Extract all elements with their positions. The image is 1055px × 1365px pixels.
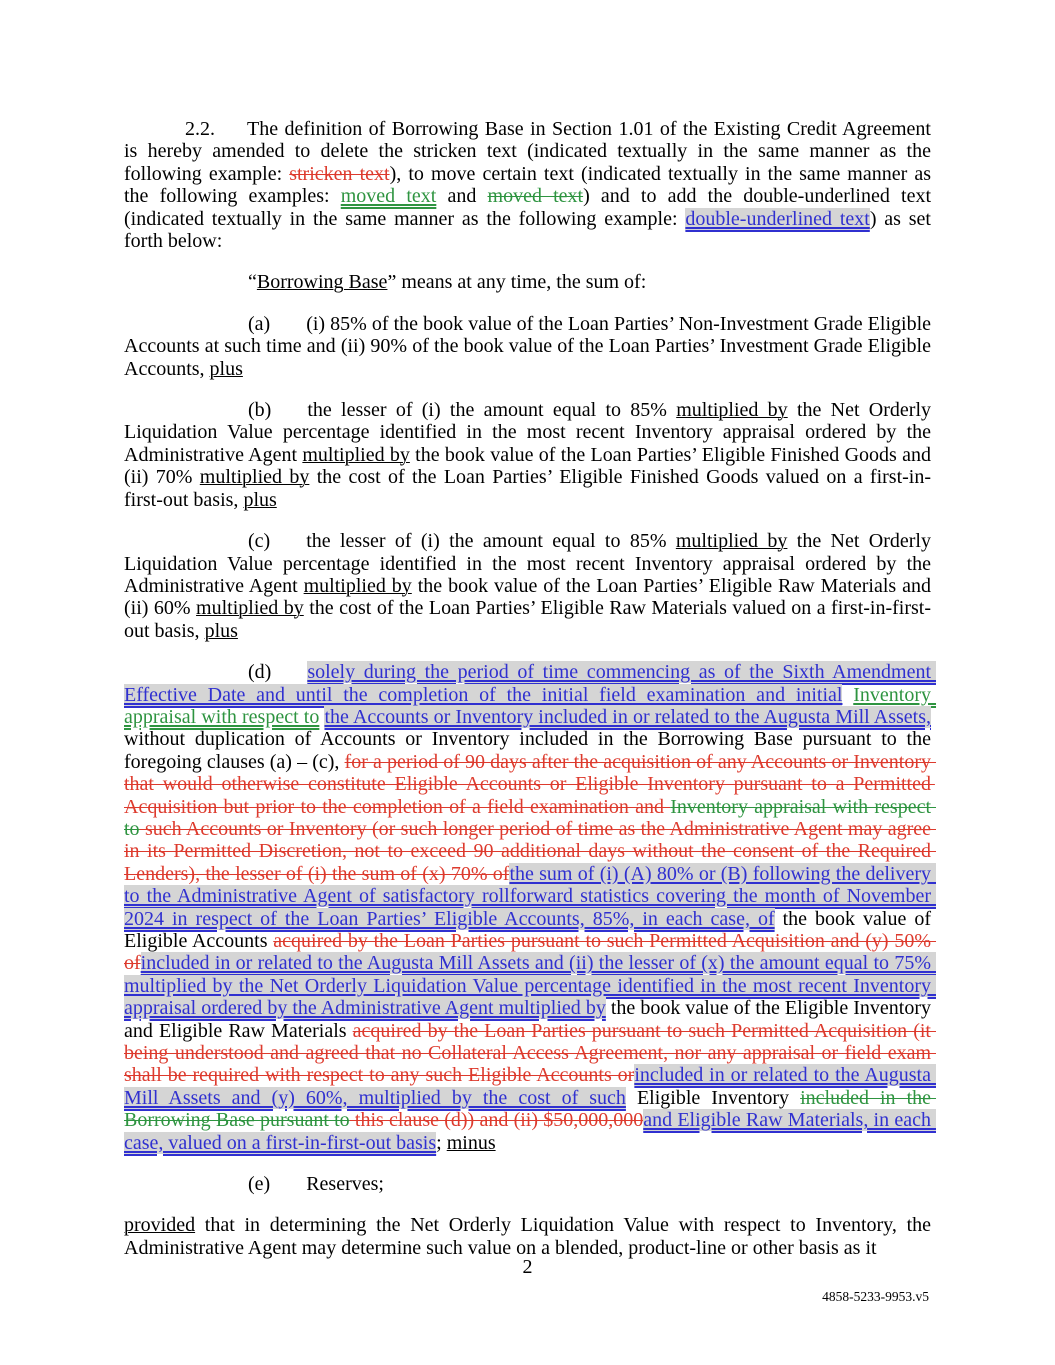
paragraph-clause-b — [124, 399, 936, 511]
text-segment-n: ) and to add the double-underlined text (indicated textually in the same manner as the following example: — [124, 185, 936, 230]
text-segment-rs: acquired by the Loan Parties pursuant to such Permitted Acquisition (it being understood and agreed that no Collateral Access Agreement, nor any appraisal or field exam shall be required with respect to any such Eligible Accounts or — [124, 1019, 936, 1087]
document-id-stamp: 4858-5233-9953.v5 — [822, 1289, 929, 1304]
text-segment-n: the lesser of (i) the amount equal to 85% — [306, 530, 676, 553]
paragraph-clause-d — [124, 661, 937, 1154]
text-segment-gs: moved text — [487, 185, 584, 208]
text-segment-n: ) as set forth below: — [124, 207, 936, 253]
paragraph-2-2-intro — [124, 118, 937, 253]
text-segment-n: the cost of the Loan Parties’ Eligible Finished Goods valued on a first-in-first-out basis, — [124, 466, 932, 511]
text-segment-u: plus — [209, 357, 243, 380]
text-segment-n: and — [436, 185, 488, 208]
paragraph-clause-d-label: (d) — [248, 661, 272, 684]
text-segment-u: multiplied by — [676, 399, 788, 422]
text-segment-gs: included in the Borrowing Base pursuant to — [124, 1086, 937, 1132]
text-segment-u: plus — [204, 619, 238, 642]
text-segment-bi: the sum of (i) (A) 80% or (B) following the delivery to the Administrative Agent of satisfactory rollforward statistics covering the month of November 2024 in respect of the Loan Parties’ Eligible Accounts, 85%, in each case, of — [124, 862, 936, 930]
text-segment-bi: included in or related to the Augusta Mill Assets and (y) 60%, multiplied by the cost of such — [124, 1064, 936, 1109]
text-segment-u: multiplied by — [199, 466, 310, 489]
text-segment-rs: this clause (d)) and (ii) $50,000,000 — [349, 1109, 644, 1132]
text-segment-n: (i) 85% of the book value of the Loan Parties’ Non-Investment Grade Eligible Accounts at such time and (ii) 90% of the book value of the Loan Parties’ Investment Grade Eligible Accounts, — [124, 312, 935, 380]
text-segment-n — [842, 684, 853, 706]
text-segment-n: ” means at any time, the sum of: — [387, 271, 647, 294]
paragraph-proviso — [124, 1214, 935, 1259]
paragraph-clause-c — [124, 530, 936, 642]
text-segment-n: the book value of the Loan Parties’ Eligible Finished Goods and (ii) 70% — [124, 443, 936, 489]
text-segment-n: Eligible Inventory — [625, 1086, 801, 1109]
paragraph-clause-e — [124, 1173, 931, 1195]
text-segment-n: Reserves; — [306, 1173, 384, 1196]
text-segment-u: minus — [446, 1131, 496, 1154]
paragraph-clause-b-label: (b) — [248, 399, 272, 422]
text-segment-n: ), to move certain text (indicated textually in the same manner as the following examples: — [124, 162, 937, 208]
text-segment-bi: the Accounts or Inventory included in or related to the Augusta Mill Assets, — [324, 705, 931, 728]
text-segment-rs: for a period of 90 days after the acquisition of any Accounts or Inventory that would otherwise constitute Eligible Accounts or Eligible Inventory pursuant to a Permitted Acquisition but prior to the completion of a field examination and — [124, 750, 937, 818]
text-segment-u: multiplied by — [302, 443, 410, 466]
text-segment-n: ; — [436, 1131, 447, 1154]
text-segment-n: the lesser of (i) the amount equal to 85% — [307, 399, 677, 422]
document-body — [124, 118, 937, 1278]
text-segment-n: the cost of the Loan Parties’ Eligible Raw Materials valued on a first-in-first-out basis, — [124, 597, 932, 642]
paragraph-clause-c-label: (c) — [248, 530, 271, 553]
text-segment-rs: such Accounts or Inventory (or such longer period of time as the Administrative Agent may agree in its Permitted Discretion, not to exceed 90 additional days without the consent of the Required Lenders), the lesser of (i) the sum of (x) 70% of — [124, 817, 936, 885]
text-segment-gm: Inventory appraisal with respect to — [124, 683, 937, 728]
text-segment-rs: stricken text — [289, 162, 390, 185]
text-segment-n: the Net Orderly Liquidation Value percentage identified in the most recent Inventory appraisal ordered by the Administrative Agent — [124, 399, 936, 466]
paragraph-borrowing-base-lead — [124, 271, 931, 293]
text-segment-n: that in determining the Net Orderly Liquidation Value with respect to Inventory, the Administrative Agent may determine such value on a blended, product-line or other basis as it — [124, 1214, 935, 1259]
text-segment-u: Borrowing Base — [256, 271, 388, 294]
text-segment-rs: acquired by the Loan Parties pursuant to such Permitted Acquisition and (y) 50% of — [124, 930, 937, 975]
page-number: 2 — [522, 1256, 533, 1278]
paragraph-clause-e-label: (e) — [248, 1173, 271, 1196]
paragraph-clause-a-label: (a) — [248, 312, 271, 335]
text-segment-u: multiplied by — [196, 597, 304, 620]
text-segment-n: without duplication of Accounts or Inventory included in the Borrowing Base pursuant to the foregoing clauses (a) – (c), — [124, 705, 936, 773]
text-segment-u: provided — [124, 1214, 196, 1237]
text-segment-n: The definition of Borrowing Base in Section 1.01 of the Existing Credit Agreement is hereby amended to delete the stricken text (indicated textually in the same manner as the following example: — [124, 118, 936, 185]
text-segment-n: the Net Orderly Liquidation Value percentage identified in the most recent Inventory appraisal ordered by the Administrative Agent — [124, 530, 936, 597]
text-segment-bi: and Eligible Raw Materials, in each case, valued on a first-in-first-out basis — [124, 1109, 936, 1154]
text-segment-n: the book value of the Loan Parties’ Eligible Raw Materials and (ii) 60% — [124, 574, 936, 620]
text-segment-bi: solely during the period of time commencing as of the Sixth Amendment Effective Date and until the completion of the initial field examination and initial — [124, 661, 936, 706]
text-segment-bi: double-underlined text — [685, 207, 870, 230]
text-segment-u: multiplied by — [675, 530, 788, 553]
text-segment-gm: moved text — [340, 185, 437, 208]
text-segment-u: multiplied by — [303, 574, 412, 597]
text-segment-u: plus — [243, 488, 277, 511]
text-segment-n: “ — [248, 271, 257, 294]
text-segment-n: the book value of the Eligible Inventory and Eligible Raw Materials — [124, 997, 936, 1042]
text-segment-n: the book value of Eligible Accounts — [124, 907, 936, 952]
text-segment-bi: included in or related to the Augusta Mill Assets and (ii) the lesser of (x) the amount equal to 75% multiplied by the Net Orderly Liquidation Value percentage identified in the most recent Inventory appraisal ordered by the Administrative Agent multiplied by — [124, 952, 936, 1020]
text-segment-gs: Inventory appraisal with respect to — [124, 795, 937, 840]
paragraph-2-2-intro-label: 2.2. — [185, 118, 215, 140]
paragraph-clause-a — [124, 312, 935, 380]
